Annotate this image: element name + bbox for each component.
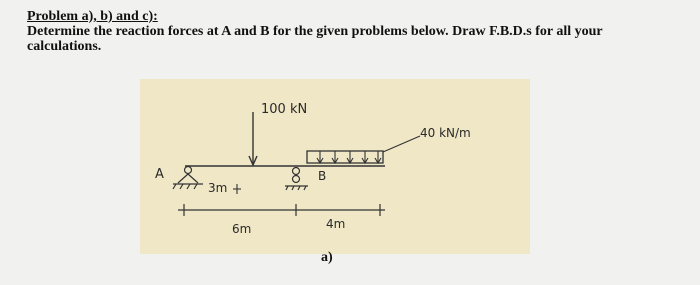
support-b-label: B bbox=[318, 169, 327, 183]
problem-heading: Problem a), b) and c): bbox=[27, 9, 158, 24]
distributed-load-leader bbox=[383, 136, 420, 152]
dim-3m-label: 3m bbox=[208, 181, 228, 195]
distributed-load-arrows bbox=[317, 151, 381, 163]
dim-4m-label: 4m bbox=[326, 217, 346, 231]
distributed-load-label: 40 kN/m bbox=[420, 126, 471, 140]
point-load-label: 100 kN bbox=[261, 102, 308, 117]
beam-diagram bbox=[140, 79, 530, 254]
figure-caption: a) bbox=[321, 250, 333, 265]
problem-instructions: Determine the reaction forces at A and B for the given problems below. Draw F.B.D.s for all your calculations. bbox=[27, 24, 603, 54]
beam-sketch bbox=[140, 79, 530, 254]
support-a-symbol bbox=[173, 167, 203, 190]
support-b-symbol bbox=[285, 168, 308, 191]
support-a-label: A bbox=[155, 167, 164, 182]
dim-6m-label: 6m bbox=[232, 222, 252, 236]
